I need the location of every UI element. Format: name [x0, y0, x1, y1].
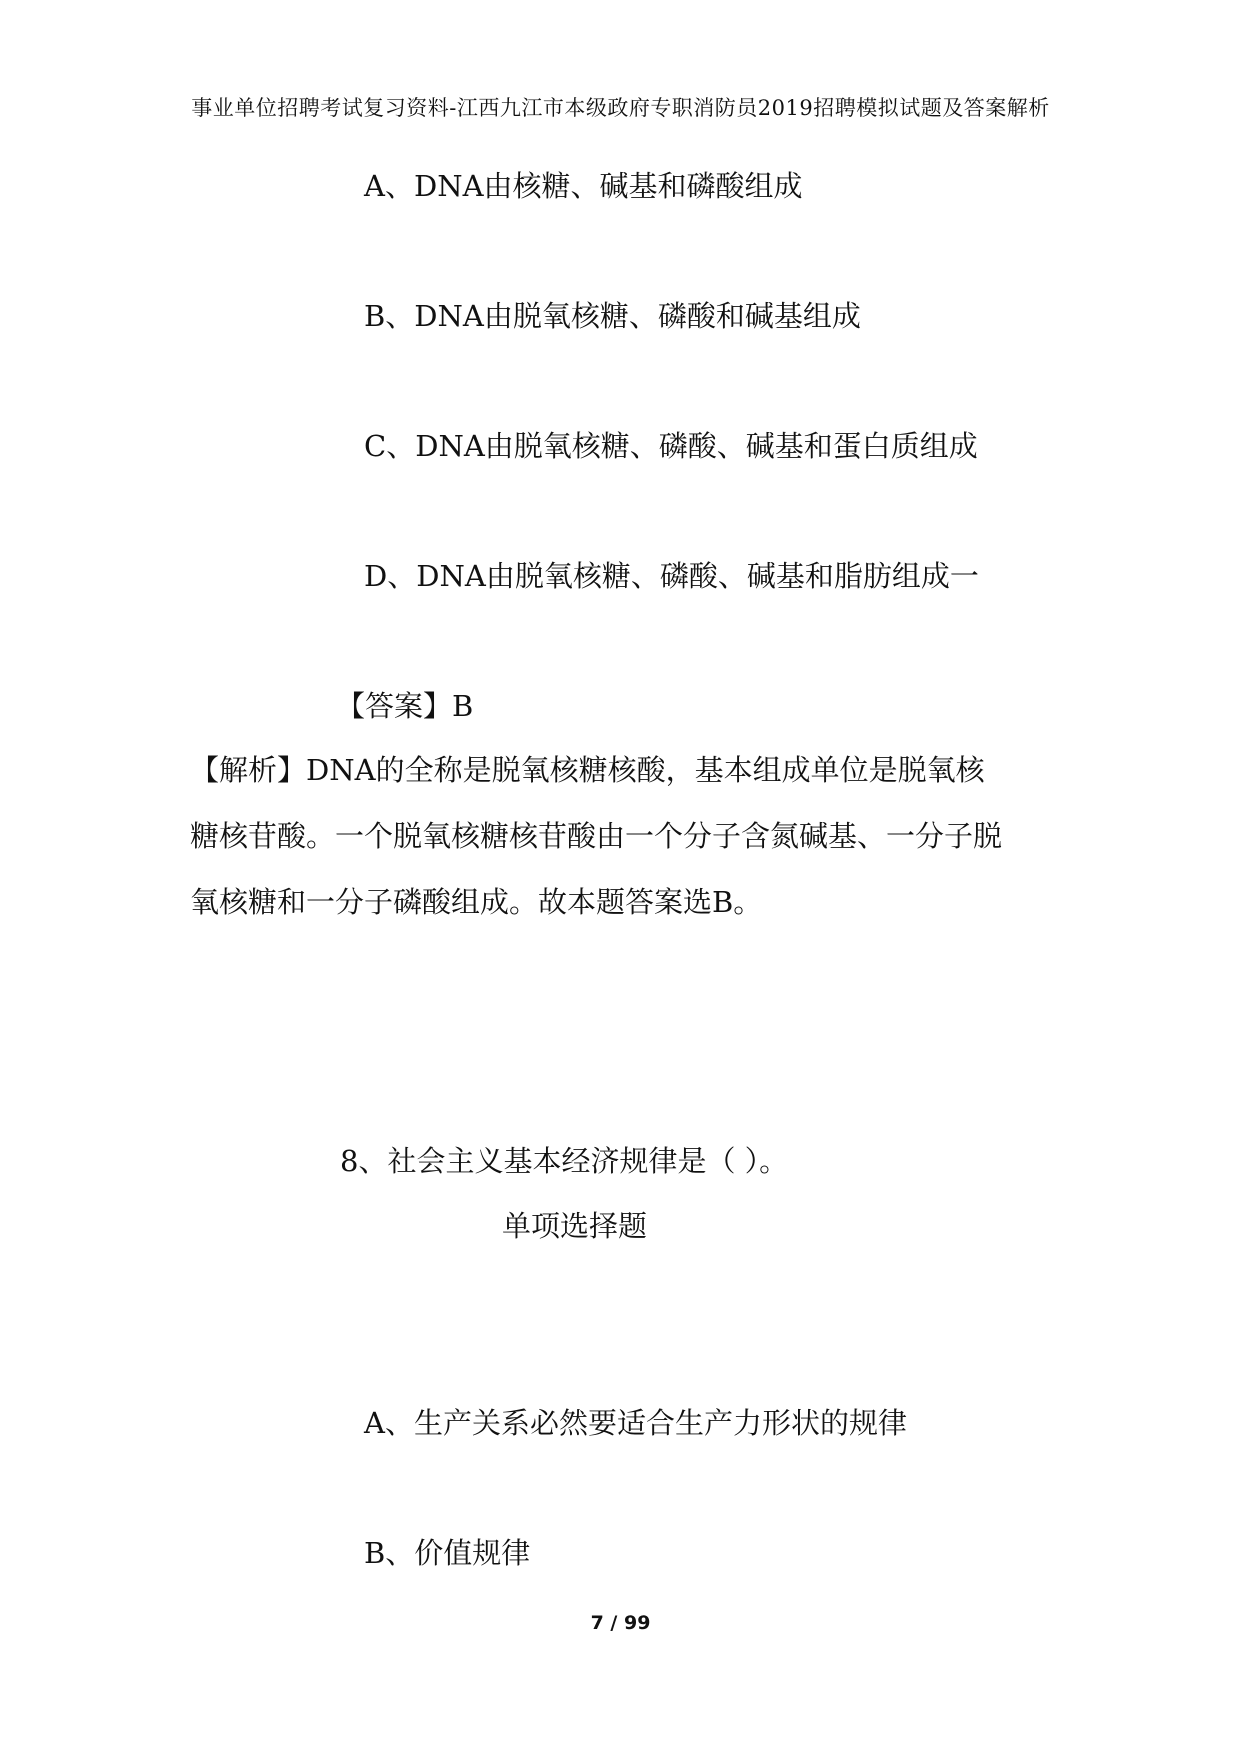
- q7-explanation-line-3: 氧核糖和一分子磷酸组成。故本题答案选B。: [190, 885, 763, 919]
- q8-stem: 8、社会主义基本经济规律是（ ）。: [340, 1144, 789, 1178]
- q7-answer: 【答案】B: [336, 689, 474, 723]
- q7-option-d: D、DNA由脱氧核糖、磷酸、碱基和脂肪组成一: [364, 559, 979, 593]
- q7-explanation-line-1: 【解析】DNA的全称是脱氧核糖核酸，基本组成单位是脱氧核: [190, 753, 985, 787]
- q7-explanation-line-2: 糖核苷酸。一个脱氧核糖核苷酸由一个分子含氮碱基、一分子脱: [190, 819, 1003, 853]
- page-header: 事业单位招聘考试复习资料-江西九江市本级政府专职消防员2019招聘模拟试题及答案解析: [191, 96, 1050, 120]
- q8-option-a: A、生产关系必然要适合生产力形状的规律: [364, 1406, 907, 1440]
- q7-option-a: A、DNA由核糖、碱基和磷酸组成: [364, 169, 803, 203]
- q7-option-b: B、DNA由脱氧核糖、磷酸和碱基组成: [364, 299, 861, 333]
- page-number: 7 / 99: [590, 1612, 651, 1634]
- q7-option-c: C、DNA由脱氧核糖、磷酸、碱基和蛋白质组成: [364, 429, 978, 463]
- q8-question-type: 单项选择题: [502, 1209, 648, 1243]
- q8-option-b: B、价值规律: [364, 1536, 531, 1570]
